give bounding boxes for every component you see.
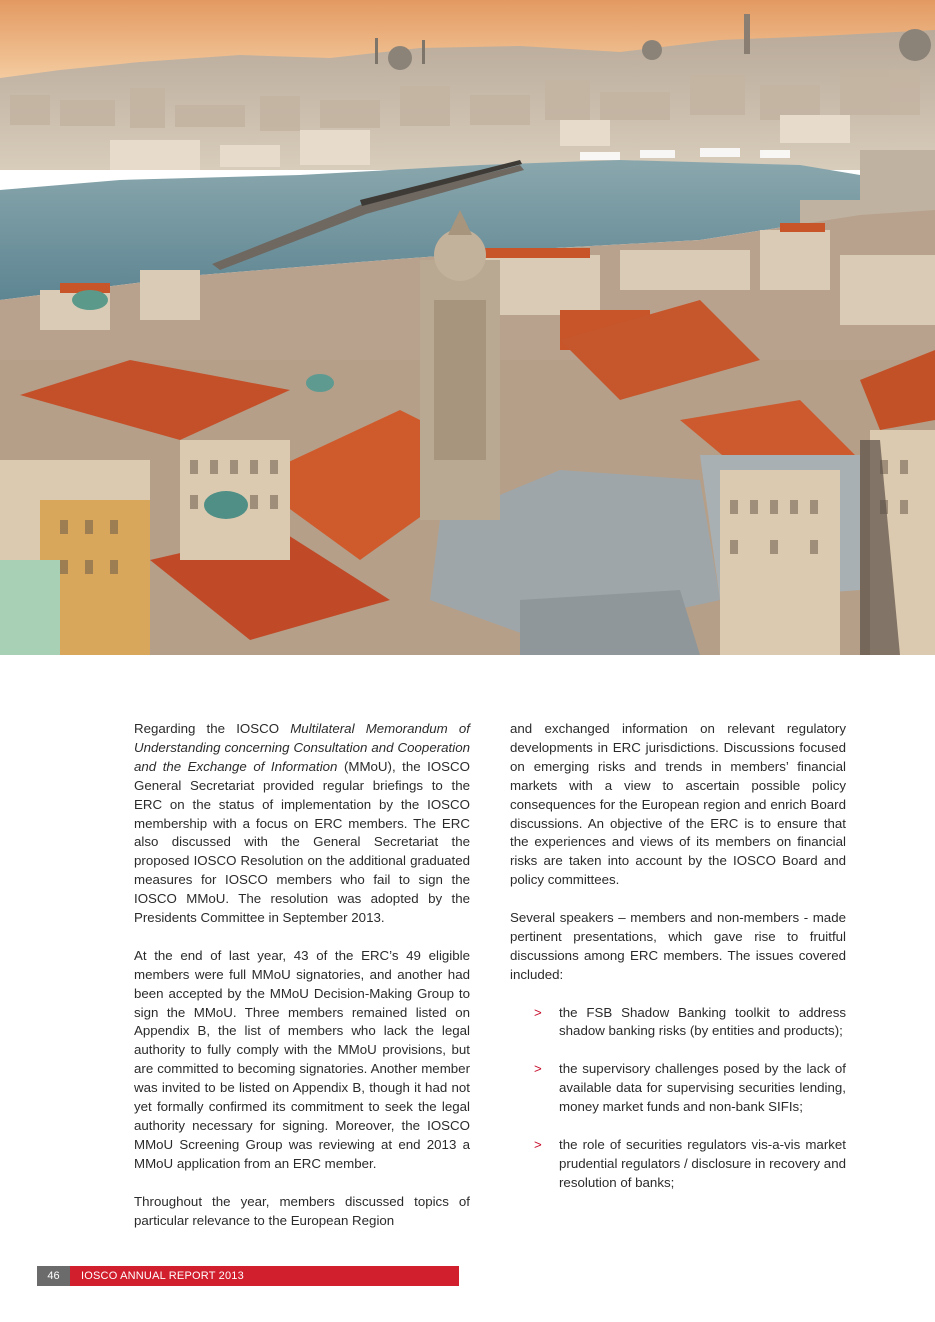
- paragraph-topics-start: Throughout the year, members discussed topics of particular relevance to the European Region: [134, 1193, 470, 1228]
- issues-list: [510, 1004, 846, 1193]
- paragraph-mmou-signatories: At the end of last year, 43 of the ERC’s 49 eligible members were full MMoU signatories, and another had been accepted by the MMoU Decision-Making Group to sign the MMoU. Three members remained listed on Appendix B, the list of members who lack the legal authority to fully comply with the MMoU provisions, but are committed to becoming signatories. Another member was invited to be listed on Appendix B, though it had not yet formally confirmed its commitment to seek the legal authority necessary for signing. Moreover, the IOSCO MMoU Screening Group was reviewing at end 2013 a MMoU application from an ERC member.: [134, 947, 470, 1171]
- list-item: > the role of securities regulators vis-a-vis market prudential regulators / disclosure in recovery and resolution of banks;: [534, 1136, 846, 1190]
- page-number: 46: [37, 1266, 70, 1286]
- right-text-column: [510, 720, 846, 1211]
- page-footer: [37, 1266, 459, 1286]
- chevron-bullet-icon: >: [534, 1136, 542, 1152]
- chevron-bullet-icon: >: [534, 1004, 542, 1020]
- paragraph-topics-continued: and exchanged information on relevant regulatory developments in ERC jurisdictions. Discussions focused on emerging risks and trends in members’ financial markets with a view to ascertain possible policy consequences for the European region and enrich Board discussions. An objective of the ERC is to ensure that the experiences and views of its members on financial risks are taken into account by the IOSCO Board and policy committees.: [510, 721, 846, 888]
- chevron-bullet-icon: >: [534, 1061, 542, 1077]
- report-title: IOSCO ANNUAL REPORT 2013: [70, 1266, 459, 1286]
- city-panorama-illustration: [0, 0, 935, 655]
- paragraph-speakers: Several speakers – members and non-members - made pertinent presentations, which gave rise to fruitful discussions among ERC members. The issues covered included:: [510, 910, 846, 982]
- mmou-title-italic: Multilateral Memorandum of Understanding concerning Consultation and Cooperation and the Exchange of Information: [134, 721, 470, 774]
- hero-photo: [0, 0, 935, 655]
- left-text-column: [134, 720, 470, 1249]
- list-item: > the FSB Shadow Banking toolkit to address shadow banking risks (by entities and products);: [534, 1004, 846, 1039]
- list-item: > the supervisory challenges posed by the lack of available data for supervising securities lending, money market funds and non-bank SIFIs;: [534, 1061, 846, 1115]
- paragraph-mmou-briefings: Regarding the IOSCO Multilateral Memorandum of Understanding concerning Consultation and Cooperation and the Exchange of Information (MMoU), the IOSCO General Secretariat provided regular briefings to the ERC on the status of implementation by the IOSCO membership with a focus on ERC members. The ERC also discussed with the General Secretariat the proposed IOSCO Resolution on the additional graduated measures for IOSCO members who fail to sign the IOSCO MMoU. The resolution was adopted by the Presidents Committee in September 2013.: [134, 721, 470, 926]
